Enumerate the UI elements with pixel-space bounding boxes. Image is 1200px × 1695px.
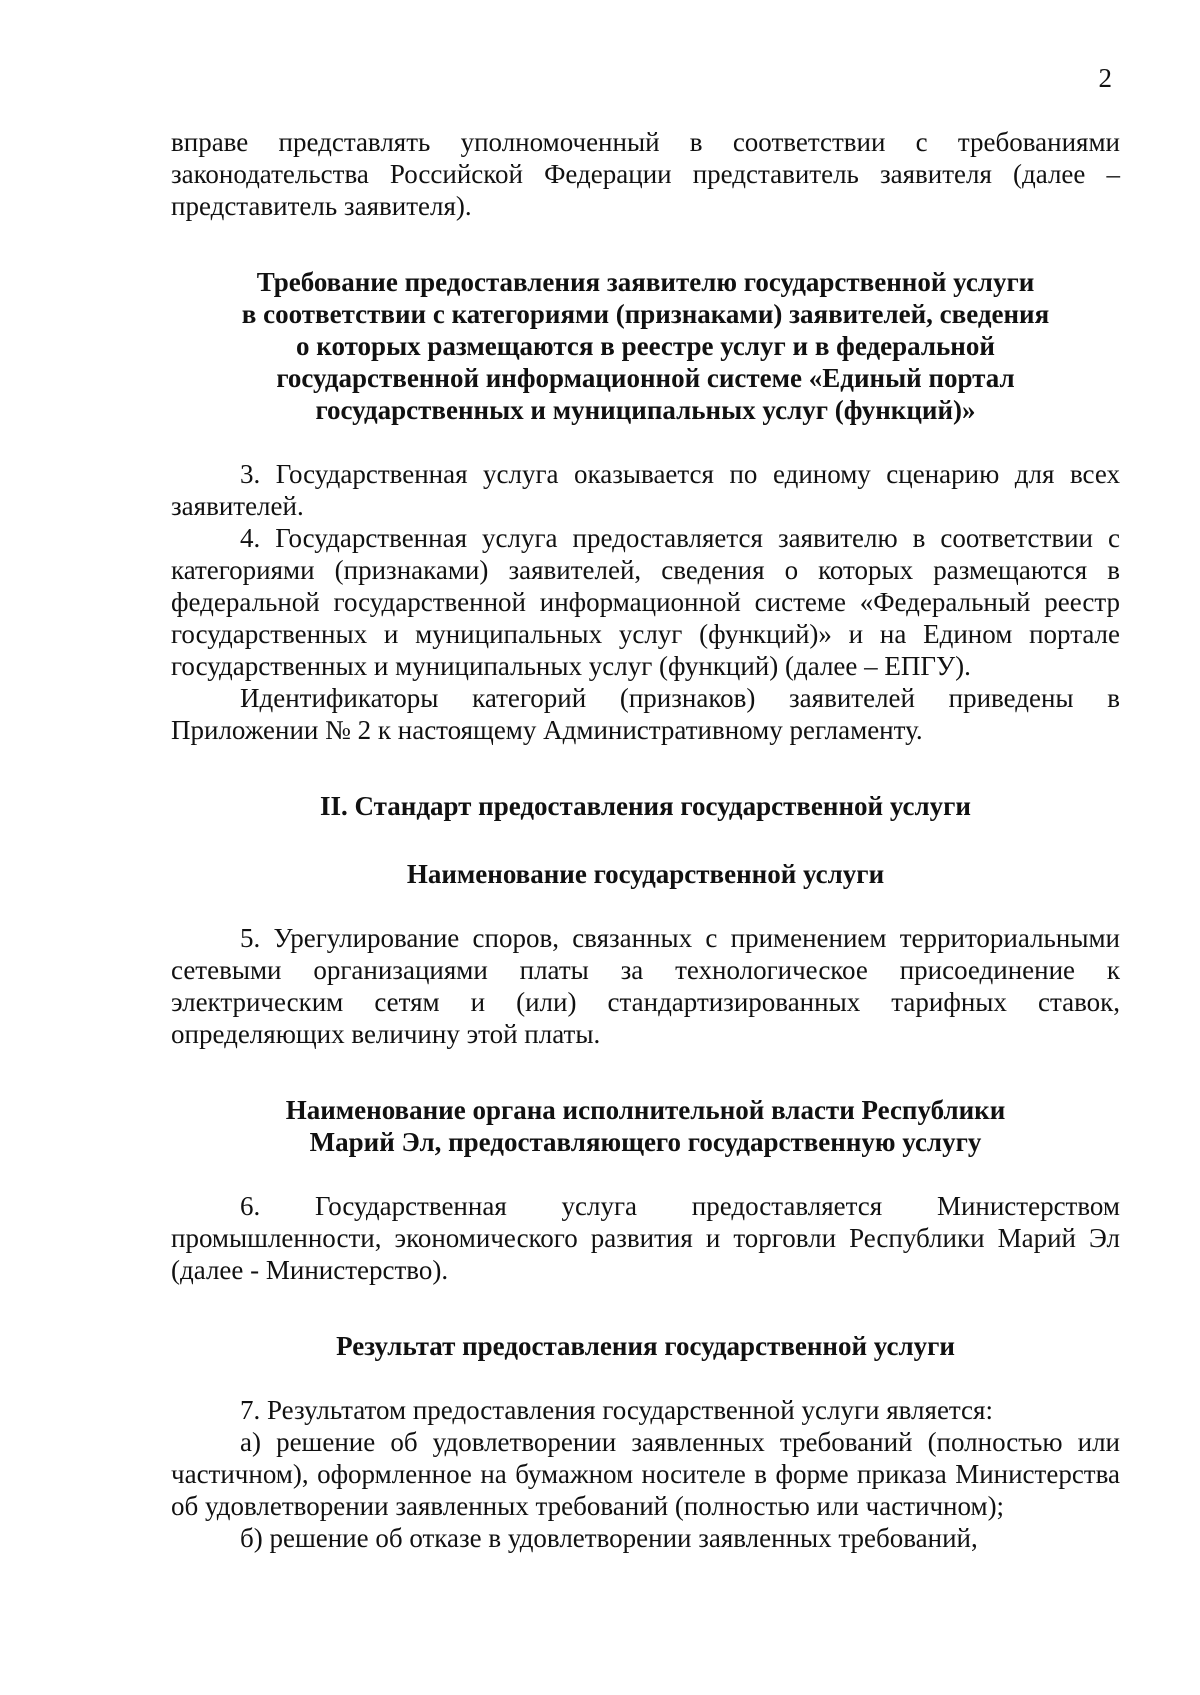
requirement-heading-line: государственных и муниципальных услуг (функций)»: [315, 395, 976, 425]
requirement-heading: [171, 266, 1120, 426]
paragraph-7: 7. Результатом предоставления государственной услуги является:: [240, 1395, 993, 1425]
paragraph-7a: а) решение об удовлетворении заявленных требований (полностью или частичном), оформленное на бумажном носителе в форме приказа Министерства об удовлетворении заявленных требований (полностью или частичном);: [171, 1427, 1120, 1521]
paragraph-7b: б) решение об отказе в удовлетворении заявленных требований,: [240, 1523, 978, 1553]
page-number: 2: [1098, 63, 1112, 93]
paragraph-4: 4. Государственная услуга предоставляется заявителю в соответствии с категориями (признаками) заявителей, сведения о которых размещаются в федеральной государственной информационной системе «Федеральный реестр государственных и муниципальных услуг (функций)» и на Едином портале государственных и муниципальных услуг (функций) (далее – ЕПГУ).: [171, 523, 1120, 681]
paragraph-identifiers: Идентификаторы категорий (признаков) заявителей приведены в Приложении № 2 к настоящему Административному регламенту.: [171, 683, 1120, 745]
paragraph-3: 3. Государственная услуга оказывается по единому сценарию для всех заявителей.: [171, 459, 1120, 521]
section-standard-heading: II. Стандарт предоставления государственной услуги: [320, 791, 971, 821]
authority-heading-line: Марий Эл, предоставляющего государственную услугу: [309, 1127, 982, 1157]
service-name-heading: Наименование государственной услуги: [406, 859, 885, 889]
result-heading: Результат предоставления государственной услуги: [336, 1331, 955, 1361]
requirement-heading-line: государственной информационной системе «Единый портал: [276, 363, 1015, 393]
paragraph-6: 6. Государственная услуга предоставляется Министерством промышленности, экономического развития и торговли Республики Марий Эл (далее - Министерство).: [171, 1191, 1120, 1285]
intro-paragraph: вправе представлять уполномоченный в соответствии с требованиями законодательства Российской Федерации представитель заявителя (далее – представитель заявителя).: [171, 127, 1120, 221]
authority-heading-line: Наименование органа исполнительной власти Республики: [285, 1095, 1006, 1125]
document-body: [171, 126, 1120, 1554]
requirement-heading-line: о которых размещаются в реестре услуг и в федеральной: [296, 331, 995, 361]
requirement-heading-line: в соответствии с категориями (признаками) заявителей, сведения: [241, 299, 1050, 329]
requirement-heading-line: Требование предоставления заявителю государственной услуги: [256, 267, 1035, 297]
paragraph-5: 5. Урегулирование споров, связанных с применением территориальными сетевыми организациями платы за технологическое присоединение к электрическим сетям и (или) стандартизированных тарифных ставок, определяющих величину этой платы.: [171, 923, 1120, 1049]
authority-heading: [171, 1094, 1120, 1158]
